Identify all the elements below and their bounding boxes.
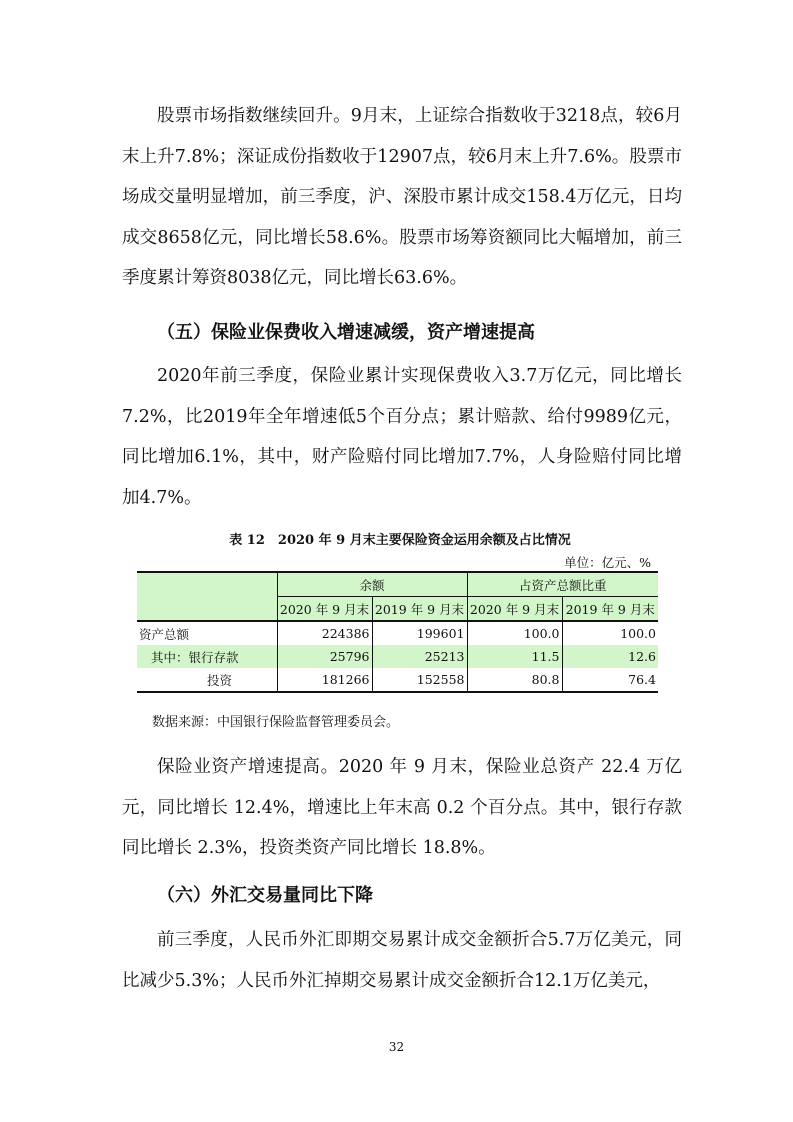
row-label-investment: 投资 — [137, 668, 277, 692]
table-cell: 80.8 — [467, 668, 562, 692]
subheader-balance-2019: 2019 年 9 月末 — [372, 597, 467, 622]
paragraph-insurance-premiums: 2020年前三季度，保险业累计实现保费收入3.7万亿元，同比增长7.2%，比2019年全年增速低5个百分点；累计赔款、给付9989亿元，同比增加6.1%，其中，财产险赔付同比增加7.7%，人身险赔付同比增加4.7%。 — [122, 366, 682, 508]
table-cell: 76.4 — [562, 668, 658, 692]
table-row — [137, 668, 658, 692]
row-label-bank-deposits: 其中：银行存款 — [151, 649, 239, 665]
table-cell: 25796 — [277, 645, 372, 668]
table-cell: 100.0 — [562, 621, 658, 645]
table-cell: 181266 — [277, 668, 372, 692]
table-cell: 25213 — [372, 645, 467, 668]
subheader-share-2020: 2020 年 9 月末 — [467, 597, 562, 622]
paragraph-forex-trading: 前三季度，人民币外汇即期交易累计成交金额折合5.7万亿美元，同比减少5.3%；人民币外汇掉期交易累计成交金额折合12.1万亿美元， — [122, 930, 682, 991]
header-balance: 余额 — [277, 572, 467, 597]
paragraph-insurance-assets: 保险业资产增速提高。2020 年 9 月末，保险业总资产 22.4 万亿元，同比增长 12.4%，增速比上年末高 0.2 个百分点。其中，银行存款同比增长 2.3%，投资类资产同比增长 18.8%。 — [122, 757, 682, 858]
paragraph-stock-market: 股票市场指数继续回升。9月末，上证综合指数收于3218点，较6月末上升7.8%；深证成份指数收于12907点，较6月末上升7.6%。股票市场成交量明显增加，前三季度，沪、深股市累计成交158.4万亿元，日均成交8658亿元，同比增长58.6%。股票市场筹资额同比大幅增加，前三季度累计筹资8038亿元，同比增长63.6%。 — [122, 106, 682, 288]
table-unit: 单位：亿元、% — [564, 555, 651, 570]
subheader-share-2019: 2019 年 9 月末 — [562, 597, 658, 622]
table-cell: 199601 — [372, 621, 467, 645]
header-share-of-assets: 占资产总额比重 — [467, 572, 658, 597]
table-row — [137, 621, 658, 645]
table-row — [137, 645, 658, 668]
table-cell: 12.6 — [562, 645, 658, 668]
section-heading-insurance: （五）保险业保费收入增速减缓，资产增速提高 — [157, 322, 535, 343]
table-corner-cell — [137, 572, 277, 621]
section-heading-forex: （六）外汇交易量同比下降 — [157, 885, 373, 906]
table-cell: 152558 — [372, 668, 467, 692]
table-cell: 100.0 — [467, 621, 562, 645]
table-cell: 11.5 — [467, 645, 562, 668]
page-number: 32 — [388, 1040, 405, 1054]
table-cell: 224386 — [277, 621, 372, 645]
subheader-balance-2020: 2020 年 9 月末 — [277, 597, 372, 622]
row-label-total-assets: 资产总额 — [137, 621, 277, 645]
insurance-fund-table — [137, 571, 658, 693]
table-source-note: 数据来源：中国银行保险监督管理委员会。 — [152, 715, 400, 730]
table-caption: 表 12 2020 年 9 月末主要保险资金运用余额及占比情况 — [229, 533, 571, 548]
